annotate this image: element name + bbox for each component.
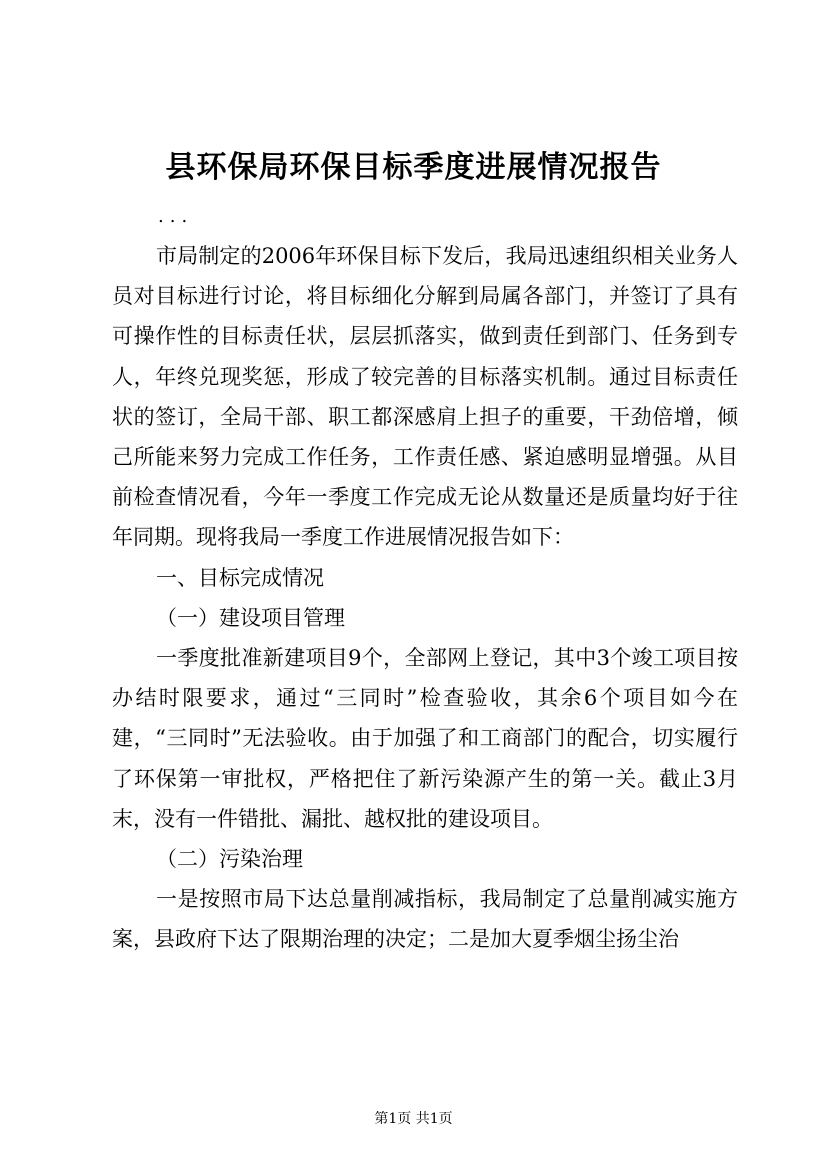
paragraph-projects: 一季度批准新建项目9个，全部网上登记，其中3个竣工项目按办结时限要求，通过“三同时”检查验收，其余6个项目如今在建，“三同时”无法验收。由于加强了和工商部门的配合，切实履行了环保第一审批权，严格把住了新污染源产生的第一关。截止3月末，没有一件错批、漏批、越权批的建设项目。	[112, 646, 738, 831]
paragraph-intro: 市局制定的2006年环保目标下发后，我局迅速组织相关业务人员对目标进行讨论，将目标细化分解到局属各部门，并签订了具有可操作性的目标责任状，层层抓落实，做到责任到部门、任务到专人，年终兑现奖惩，形成了较完善的目标落实机制。通过目标责任状的签订，全局干部、职工都深感肩上担子的重要，干劲倍增，倾己所能来努力完成工作任务，工作责任感、紧迫感明显增强。从目前检查情况看，今年一季度工作完成无论从数量还是质量均好于往年同期。现将我局一季度工作进展情况报告如下：	[112, 244, 738, 550]
subsection-heading-pollution: （二）污染治理	[156, 847, 303, 872]
subsection-heading-projects: （一）建设项目管理	[156, 605, 345, 630]
paragraph-pollution: 一是按照市局下达总量削减指标，我局制定了总量削减实施方案，县政府下达了限期治理的决定；二是加大夏季烟尘扬尘治	[112, 887, 738, 952]
document-body	[112, 236, 738, 960]
document-title: 县环保局环保目标季度进展情况报告	[165, 150, 662, 185]
section-heading-targets: 一、目标完成情况	[156, 565, 324, 590]
ellipsis-marker: ...	[158, 206, 194, 227]
page-footer: 第1页 共1页	[374, 1111, 453, 1127]
